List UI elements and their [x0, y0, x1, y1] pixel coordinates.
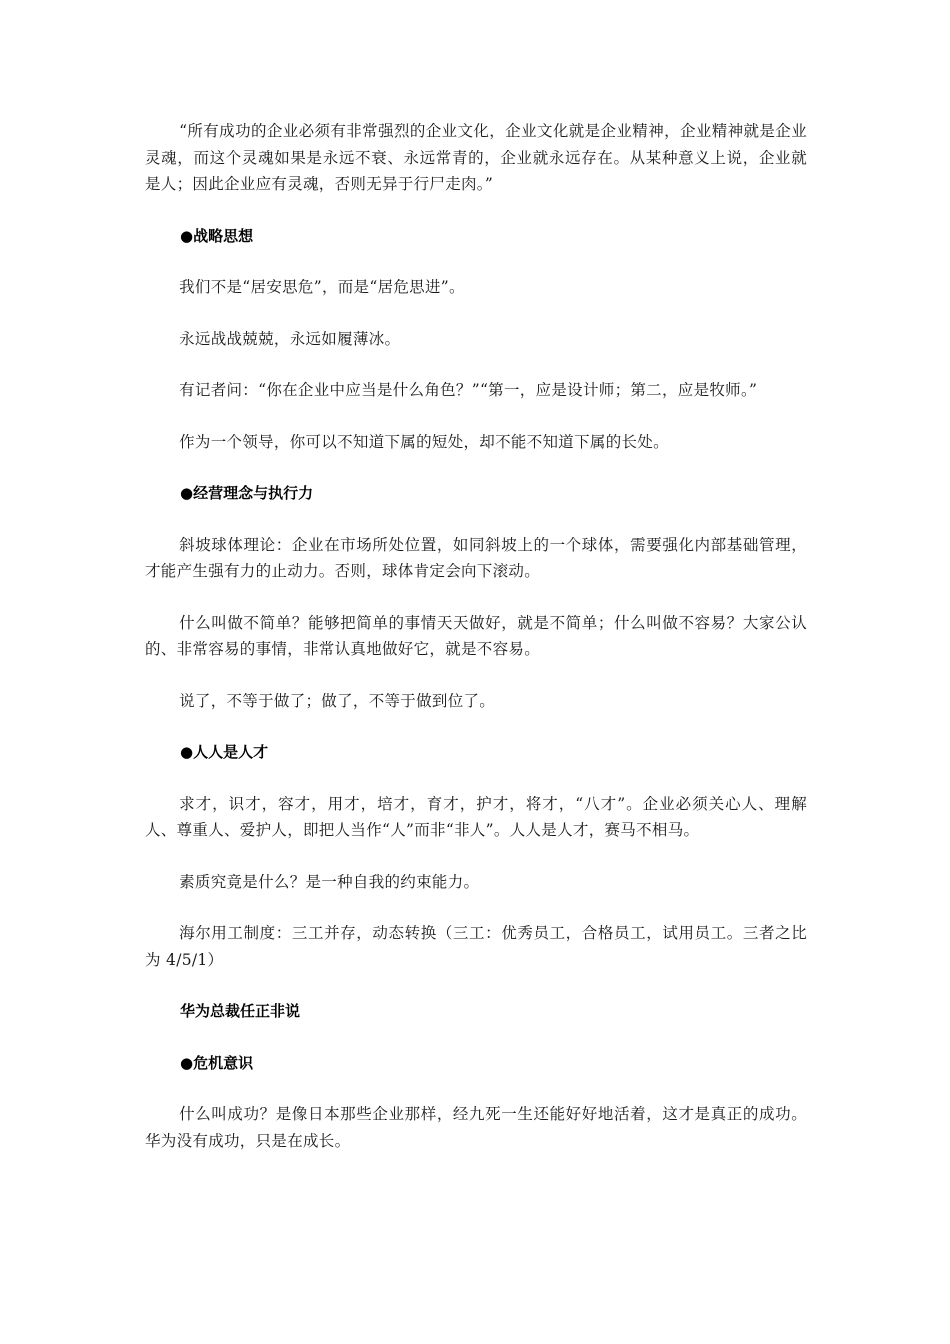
heading-crisis-awareness: ●危机意识 — [180, 1053, 254, 1072]
heading-huawei-ren-zhengfei: 华为总裁任正非说 — [180, 1002, 301, 1020]
paragraph: 有记者问：“你在企业中应当是什么角色？”“第一，应是设计师；第二，应是牧师。” — [179, 381, 758, 399]
paragraph: 什么叫成功？是像日本那些企业那样，经九死一生还能好好地活着，这才是真正的成功。华为没有成功，只是在成长。 — [145, 1105, 807, 1150]
heading-everyone-is-talent: ●人人是人才 — [180, 743, 269, 761]
paragraph: 什么叫做不简单？能够把简单的事情天天做好，就是不简单；什么叫做不容易？大家公认的、非常容易的事情，非常认真地做好它，就是不容易。 — [145, 613, 807, 658]
paragraph: 我们不是“居安思危”，而是“居危思进”。 — [179, 278, 465, 296]
paragraph: 素质究竟是什么？是一种自我的约束能力。 — [179, 872, 480, 891]
paragraph: 海尔用工制度：三工并存，动态转换（三工：优秀员工，合格员工，试用员工。三者之比为 4/5/1） — [145, 924, 807, 969]
paragraph: 求才，识才，容才，用才，培才，育才，护才，将才，“八才”。企业必须关心人、理解人、尊重人、爱护人，即把人当作“人”而非“非人”。人人是人才，赛马不相马。 — [145, 794, 807, 839]
paragraph: 斜坡球体理论：企业在市场所处位置，如同斜坡上的一个球体，需要强化内部基础管理，才能产生强有力的止动力。否则，球体肯定会向下滚动。 — [145, 535, 807, 580]
paragraph: 说了，不等于做了；做了，不等于做到位了。 — [179, 691, 496, 710]
paragraph: 永远战战兢兢，永远如履薄冰。 — [179, 329, 401, 348]
paragraph-corporate-culture-quote: “所有成功的企业必须有非常强烈的企业文化，企业文化就是企业精神，企业精神就是企业灵魂，而这个灵魂如果是永远不衰、永远常青的，企业就永远存在。从某种意义上说，企业就是人；因此企业应有灵魂，否则无异于行尸走肉。” — [145, 122, 807, 193]
paragraph: 作为一个领导，你可以不知道下属的短处，却不能不知道下属的长处。 — [179, 432, 669, 451]
document-page — [145, 118, 807, 1179]
heading-management-philosophy: ●经营理念与执行力 — [180, 484, 314, 502]
heading-strategic-thinking: ●战略思想 — [180, 226, 254, 245]
